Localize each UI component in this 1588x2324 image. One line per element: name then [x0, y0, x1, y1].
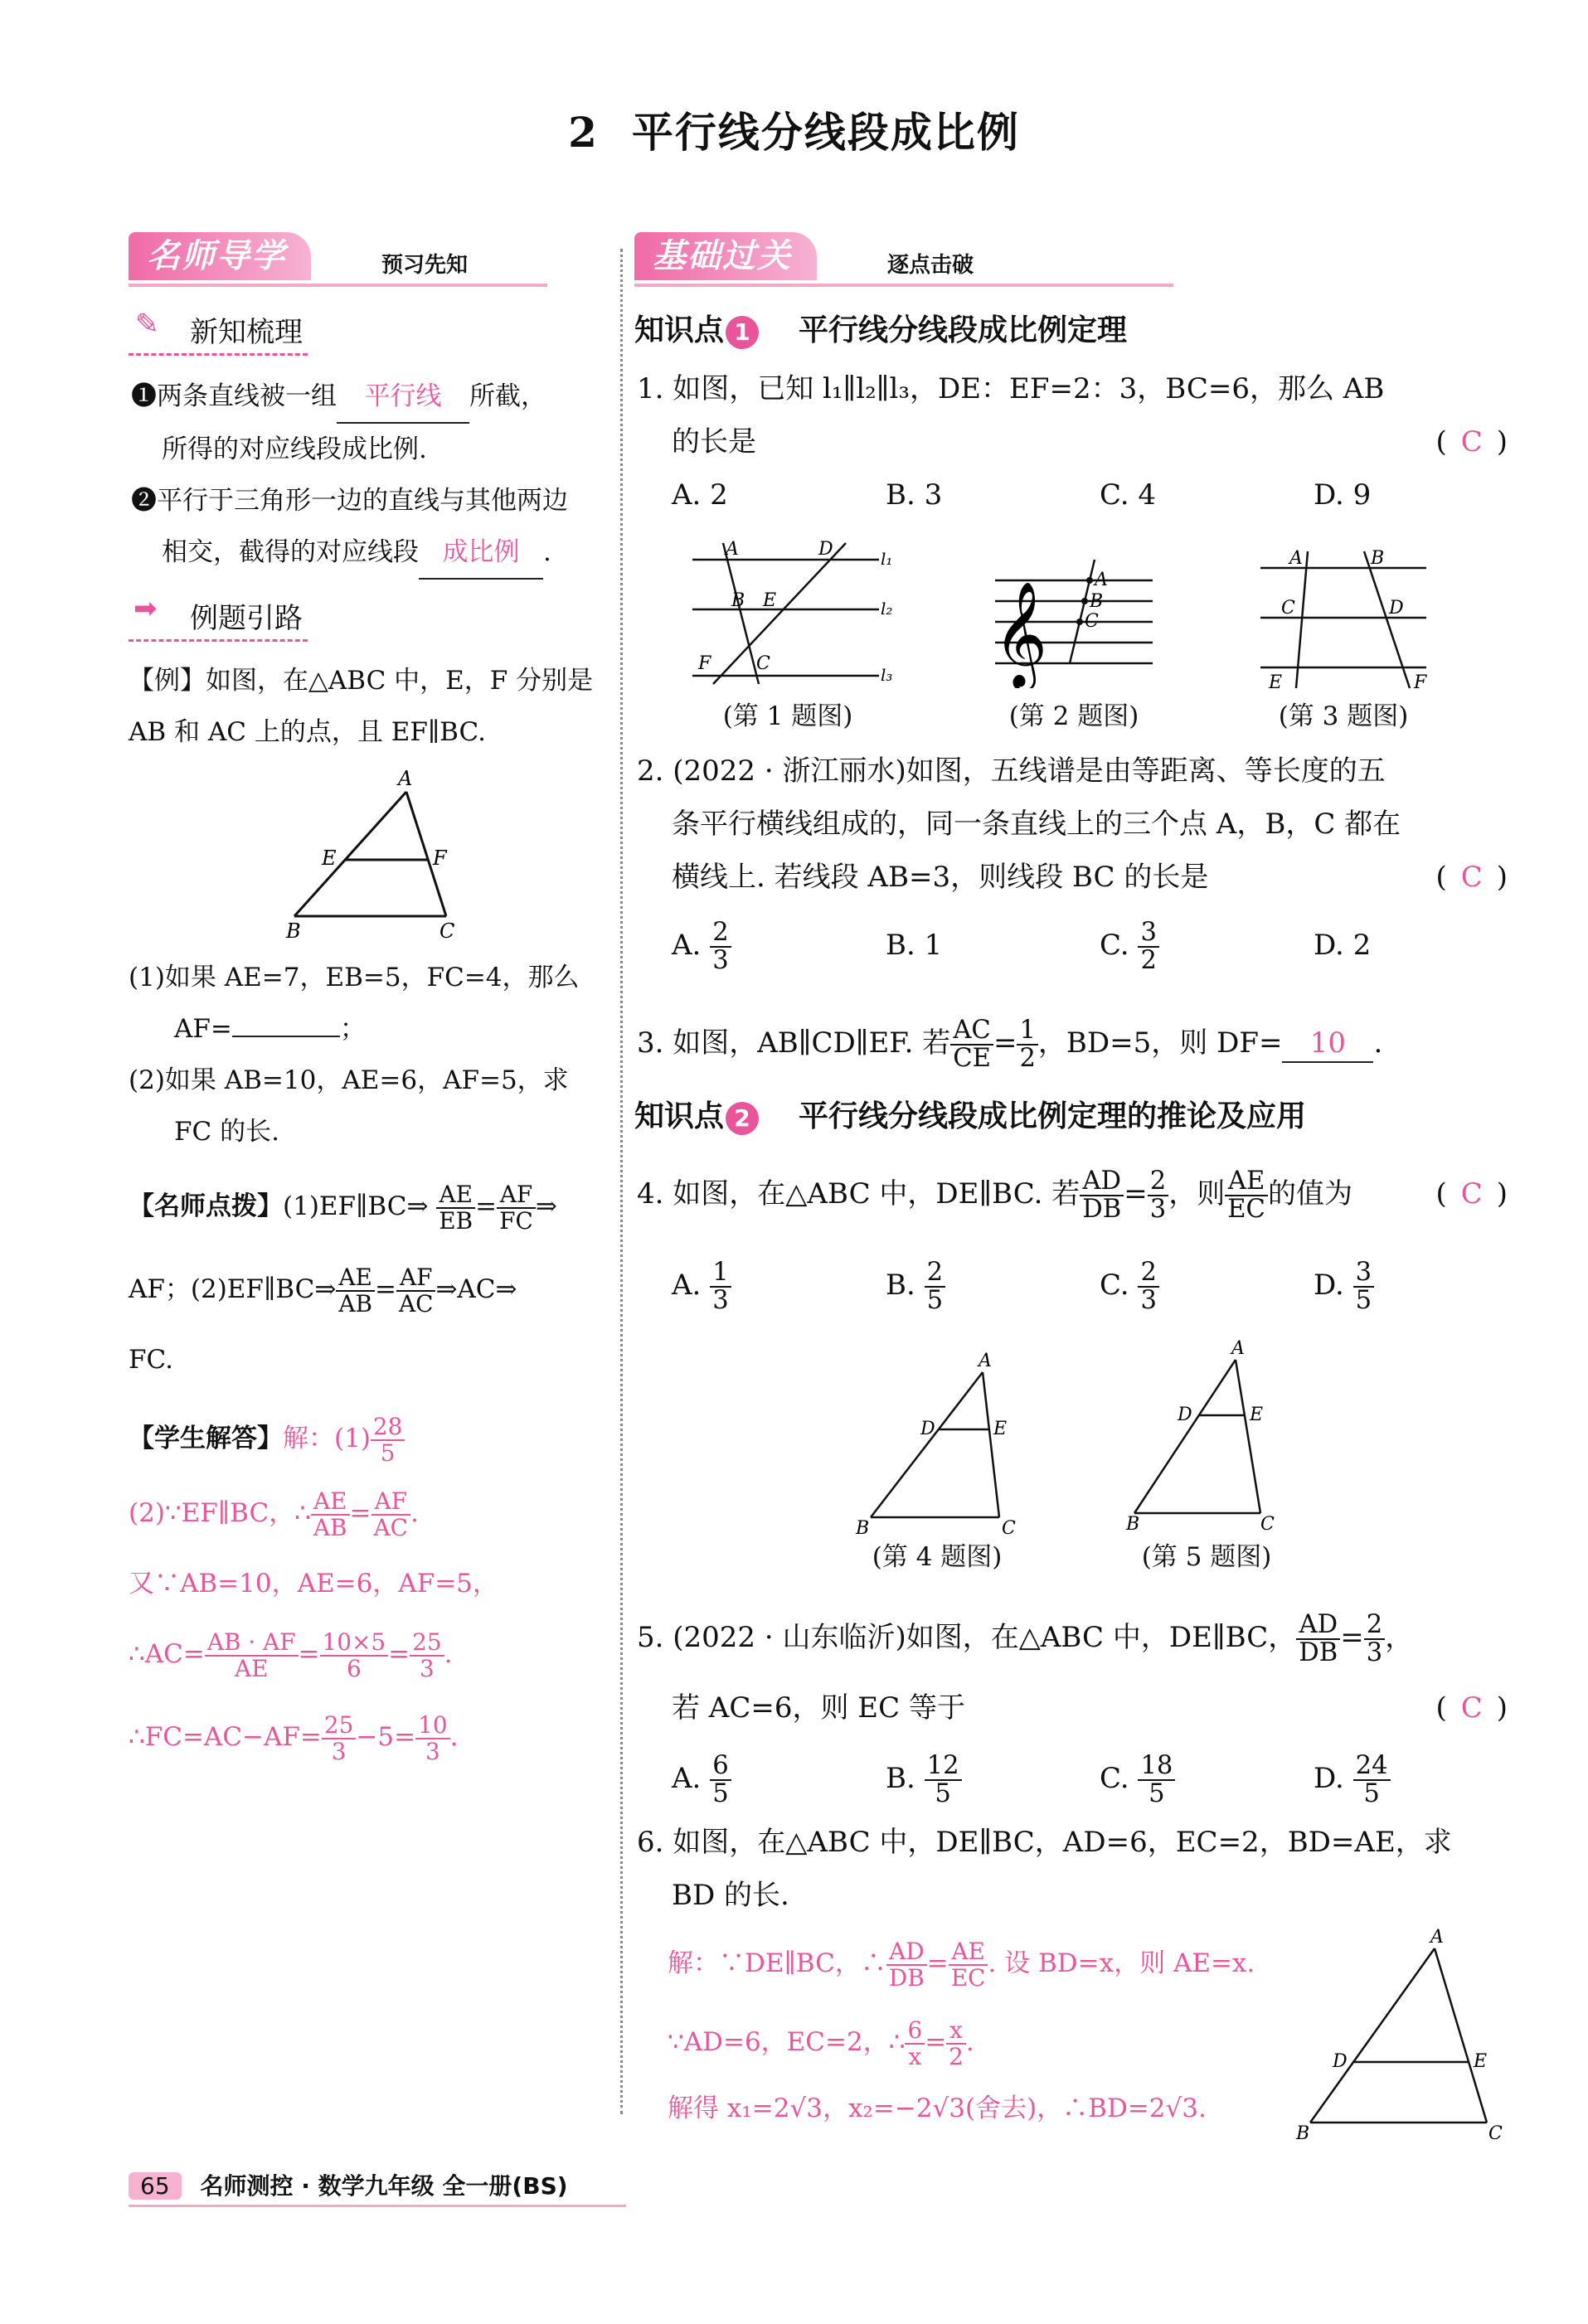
tip-frac4-num: AF [396, 1265, 435, 1291]
q4-eq: = [1124, 1177, 1148, 1211]
label-e: E [322, 847, 337, 870]
tip-frac2 [497, 1182, 536, 1233]
student-s5-num2: 10 [415, 1713, 450, 1739]
q5-opt-a-frac [710, 1750, 731, 1808]
right-banner-label: 基础过关 [634, 232, 817, 280]
fig1-caption: (第 1 题图) [722, 701, 853, 731]
q2-opt-a-den: 3 [712, 946, 729, 975]
kp1-num: 1 [726, 316, 759, 349]
q4-text-a: 4. 如图，在△ABC 中，DE∥BC. 若 [637, 1177, 1081, 1211]
fig6-label-c: C [1488, 2123, 1503, 2143]
q4-opt-a-num: 1 [710, 1259, 731, 1288]
figure-6 [1281, 1928, 1513, 2143]
student-s2-frac2 [372, 1489, 410, 1540]
tip-frac1-num: AE [436, 1182, 475, 1208]
fig2-point-a [1086, 577, 1093, 584]
tip-frac1-den: EB [439, 1206, 473, 1235]
fig4-label-b: B [856, 1518, 870, 1539]
fig1-label-e: E [763, 590, 777, 611]
q4-frac3-num: AE [1225, 1168, 1268, 1196]
fig6-side-ac [1435, 1948, 1487, 2123]
q3-fill: 10 [1282, 1025, 1373, 1063]
q4-text-c: 的值为 [1267, 1177, 1352, 1211]
q4-opt-d-frac [1353, 1259, 1374, 1314]
fig5-label-d: D [1178, 1405, 1192, 1425]
q4-opt-d-den: 5 [1355, 1286, 1372, 1315]
q4-frac3-den: EC [1227, 1195, 1265, 1224]
question-5 [637, 1596, 1508, 1820]
q5-opt-a-label: A. [672, 1762, 702, 1795]
item1-fill: 平行线 [337, 371, 469, 424]
fig4-label-e: E [993, 1419, 1008, 1439]
q4-opt-c-label: C. [1100, 1269, 1129, 1302]
tip-frac1 [436, 1182, 475, 1233]
tip-frac4 [396, 1265, 435, 1316]
q5-opt-d-label: D. [1314, 1762, 1344, 1795]
label-c: C [439, 919, 455, 941]
q2-opt-c-frac [1138, 919, 1158, 974]
tip-frac3-num: AE [336, 1265, 375, 1291]
q5-text-a: 5. (2022 · 山东临沂)如图，在△ABC 中，DE∥BC， [637, 1621, 1297, 1654]
q6-s1b: . 设 BD=x，则 AE=x. [988, 1948, 1255, 1978]
q2-opt-a-label: A. [672, 929, 702, 962]
q4-answer-bracket: ( C ) [1435, 1152, 1508, 1235]
kp2-label: 知识点 [634, 1099, 725, 1133]
tip-l2a: AF；(2)EF∥BC⇒ [129, 1274, 337, 1304]
q6-s2-den2: 2 [949, 2042, 964, 2070]
q5-frac1 [1296, 1609, 1340, 1667]
student-s5-den2: 3 [425, 1737, 440, 1765]
student-s1-frac [371, 1414, 405, 1465]
fig1-label-c: C [756, 653, 770, 674]
q4-answer: C [1460, 1177, 1483, 1211]
q4-opt-d-label: D. [1314, 1269, 1344, 1302]
q6-s1-num2: AE [949, 1939, 988, 1965]
column-divider [620, 249, 623, 2114]
title-text: 平行线分线段成比例 [631, 109, 1020, 157]
q2-opt-c-num: 3 [1138, 919, 1158, 948]
q4-opt-b-den: 5 [926, 1286, 944, 1315]
q1-answer-bracket: ( C ) [1435, 415, 1508, 468]
q4-opt-a-label: A. [672, 1269, 702, 1302]
fig3-label-b: B [1371, 548, 1385, 569]
fig2-point-c [1076, 619, 1083, 625]
q4-options [637, 1244, 1508, 1327]
figure-5 [1111, 1331, 1327, 1538]
q5-opt-b-label: B. [886, 1762, 915, 1795]
item2-text-b: 相交，截得的对应线段 [162, 537, 419, 567]
q2-opt-c-den: 2 [1140, 946, 1157, 975]
fig3-label-d: D [1389, 598, 1404, 619]
student-s4-frac2 [320, 1630, 389, 1681]
q6-s2-frac2 [946, 2018, 966, 2069]
fig1-label-d: D [818, 539, 833, 560]
q2-opt-a-frac [710, 919, 731, 974]
q5-opt-c-den: 5 [1149, 1779, 1165, 1808]
q5-opt-b-frac [925, 1750, 962, 1808]
q3-end: . [1373, 1026, 1383, 1060]
example-questions [129, 952, 618, 1157]
q4-opt-c-num: 2 [1138, 1259, 1158, 1288]
student-s5b: −5= [356, 1722, 416, 1752]
item2-text-a: ❷平行于三角形一边的直线与其他两边 [131, 486, 568, 516]
q5-frac2 [1364, 1609, 1385, 1667]
q5-answer-bracket: ( C ) [1435, 1679, 1508, 1737]
q4-frac3 [1225, 1168, 1268, 1223]
item1-text-a: ❶两条直线被一组 [131, 381, 337, 411]
tip-frac4-den: AC [398, 1289, 434, 1317]
q5-eq: = [1340, 1621, 1364, 1654]
fig2-label-a: A [1095, 570, 1108, 590]
q6-s1-num1: AD [886, 1939, 927, 1965]
q5-text-b: ， [1385, 1621, 1414, 1654]
item2-text-c: . [543, 537, 551, 567]
student-label: 【学生解答】 [129, 1424, 283, 1453]
q4-frac2-den: 3 [1149, 1195, 1167, 1224]
q4-opt-a-frac [710, 1259, 731, 1314]
student-s2-den2: AC [373, 1513, 409, 1541]
fig6-side-ab [1310, 1948, 1435, 2123]
example-text [129, 655, 618, 758]
q3-frac1-num: AC [950, 1017, 993, 1046]
q6-s1-den1: DB [888, 1963, 925, 1992]
left-banner [129, 232, 547, 287]
fig1-label-l2: l₂ [881, 599, 893, 619]
q6-s2a: ∵AD=6，EC=2，∴ [668, 2027, 906, 2057]
fig1-label-a: A [726, 539, 739, 560]
q5-opt-d-den: 5 [1363, 1779, 1380, 1808]
student-s1-num: 28 [371, 1414, 405, 1440]
fig3-label-e: E [1269, 672, 1283, 693]
student-s2-num1: AE [311, 1489, 350, 1515]
knowledge-point-2 [634, 1093, 1306, 1135]
knowledge-point-1 [634, 307, 1127, 349]
q5-opt-d [1314, 1737, 1479, 1820]
kp2-text: 平行线分线段成比例定理的推论及应用 [799, 1099, 1307, 1133]
footer-page-number: 65 [129, 2172, 182, 2200]
q5-frac1-num: AD [1296, 1612, 1340, 1640]
fig6-label-e: E [1474, 2051, 1488, 2072]
fig1-label-f: F [698, 653, 711, 674]
q4-frac1 [1080, 1168, 1124, 1223]
q1-opt-c: C. 4 [1100, 478, 1157, 512]
q3-frac2-num: 1 [1017, 1017, 1037, 1046]
label-a: A [398, 767, 413, 790]
q1-answer: C [1460, 425, 1483, 458]
q5-line2: 若 AC=6，则 EC 等于 [672, 1691, 965, 1725]
q3-frac1-den: CE [953, 1044, 991, 1073]
tip-block [129, 1165, 618, 1389]
arrow-icon: ➡ [134, 592, 158, 625]
student-s4-end: . [444, 1639, 453, 1669]
fig1-label-b: B [731, 590, 745, 611]
fig5-caption: (第 5 题图) [1141, 1542, 1272, 1572]
q3-text-b: ，BD=5，则 DF= [1037, 1026, 1283, 1060]
tip-arrow1: ⇒ [535, 1191, 557, 1221]
question-4 [637, 1152, 1508, 1327]
fig6-label-a: A [1430, 1928, 1444, 1948]
tip-frac2-num: AF [497, 1182, 536, 1208]
item1-text-c: 所得的对应线段成比例. [162, 434, 427, 464]
q5-opt-c-label: C. [1100, 1762, 1129, 1795]
q2-line-a: (2)如果 AB=10，AE=6，AF=5，求 [129, 1065, 569, 1095]
right-banner-sub: 逐点击破 [887, 253, 974, 278]
student-s4a: ∴AC= [129, 1639, 205, 1669]
kp2-num: 2 [726, 1102, 759, 1135]
title-number: 2 [568, 108, 599, 157]
q1-blank [232, 1036, 340, 1037]
q5-opt-b-num: 12 [925, 1753, 962, 1781]
q2-options [637, 904, 1508, 987]
fig1-transversal-1 [723, 543, 759, 684]
tip-frac3 [336, 1265, 375, 1316]
figure-1 [680, 526, 896, 692]
tip-eq2: = [374, 1274, 396, 1304]
tip-l3: FC. [129, 1345, 173, 1375]
page-title [0, 99, 1588, 159]
fig5-label-b: B [1126, 1514, 1140, 1535]
q4-frac1-num: AD [1080, 1168, 1124, 1196]
example-heading-text: 例题引路 [190, 602, 303, 635]
student-s2-den1: AB [313, 1513, 347, 1541]
kp1-label: 知识点 [634, 313, 725, 347]
q2-opt-c [1100, 904, 1314, 987]
q6-s2-num2: x [946, 2018, 966, 2044]
fig3-label-a: A [1289, 548, 1303, 569]
q3-frac1 [950, 1017, 993, 1072]
fig2-point-b [1081, 598, 1088, 604]
fig3-caption: (第 3 题图) [1278, 701, 1409, 731]
q4-opt-d-num: 3 [1353, 1259, 1374, 1288]
fig4-side-ab [871, 1372, 983, 1517]
q1-line-a: (1)如果 AE=7，EB=5，FC=4，那么 [129, 963, 580, 992]
q1-opt-d: D. 9 [1314, 478, 1372, 512]
example-triangle-figure [274, 767, 481, 941]
q4-frac2-num: 2 [1148, 1168, 1168, 1196]
q2-opt-a-num: 2 [710, 919, 731, 948]
q3-text-a: 3. 如图，AB∥CD∥EF. 若 [637, 1026, 951, 1060]
q6-s1a: 解：∵DE∥BC，∴ [668, 1948, 886, 1978]
q2-line-b: FC 的长. [174, 1117, 279, 1147]
q1-line-b: AF= [174, 1014, 232, 1044]
student-s2a: (2)∵EF∥BC，∴ [129, 1498, 311, 1528]
fig4-label-d: D [920, 1419, 935, 1439]
student-s5-num1: 25 [322, 1713, 357, 1739]
student-s5-end: . [449, 1722, 459, 1752]
label-b: B [286, 919, 301, 941]
q2-opt-b: B. 1 [886, 929, 943, 962]
student-s2-end: . [410, 1498, 419, 1528]
student-s4-frac3 [410, 1630, 444, 1681]
q6-s2-end: . [965, 2027, 974, 2057]
student-s5-frac1 [322, 1713, 357, 1764]
fig4-caption: (第 4 题图) [872, 1542, 1003, 1572]
pencil-icon: ✎ [135, 308, 159, 341]
student-s4-den2: 6 [346, 1654, 362, 1682]
tip-label: 【名师点拨】 [129, 1191, 283, 1221]
q1-line-c: ； [339, 1014, 366, 1044]
footer-text: 名师测控 · 数学九年级 全一册(BS) [200, 2172, 568, 2200]
fig5-label-c: C [1260, 1514, 1275, 1535]
new-knowledge-heading [129, 309, 308, 356]
q6-s1-den2: EC [950, 1963, 986, 1992]
q5-opt-c-frac [1138, 1750, 1175, 1808]
q5-frac1-den: DB [1299, 1638, 1338, 1667]
q1-line2: 的长是 [672, 425, 756, 458]
q6-line1: 6. 如图，在△ABC 中，DE∥BC，AD=6，EC=2，BD=AE，求 [637, 1826, 1452, 1859]
fig5-side-ac [1236, 1360, 1260, 1513]
student-s3: 又∵AB=10，AE=6，AF=5， [129, 1569, 498, 1599]
q1-options [637, 468, 1508, 522]
q6-s1-frac2 [949, 1939, 988, 1990]
q5-opt-a-num: 6 [710, 1753, 731, 1781]
footer [129, 2168, 626, 2207]
q5-options [637, 1737, 1508, 1820]
q2-line1: 2. (2022 · 浙江丽水)如图，五线谱是由等距离、等长度的五 [637, 754, 1386, 788]
q6-s2-den1: x [908, 2042, 922, 2070]
figure-3 [1248, 539, 1447, 696]
fig1-label-l1: l₁ [881, 549, 893, 569]
q1-opt-b: B. 3 [886, 478, 943, 512]
q2-opt-c-label: C. [1100, 929, 1129, 962]
item1-text-b: 所截， [469, 381, 546, 411]
q4-opt-c [1100, 1244, 1314, 1327]
left-banner-label: 名师导学 [129, 232, 311, 280]
fig4-side-ac [983, 1372, 999, 1517]
q5-opt-b [886, 1737, 1100, 1820]
student-s4-den1: AE [234, 1654, 269, 1682]
fig2-label-c: C [1085, 611, 1099, 632]
q3-eq: = [993, 1026, 1017, 1060]
tip-frac3-den: AB [338, 1289, 372, 1317]
item2-fill: 成比例 [419, 526, 543, 580]
example-heading [129, 592, 308, 642]
fig5-side-ab [1134, 1360, 1236, 1513]
q3-frac2-den: 2 [1019, 1044, 1036, 1073]
q2-line3: 横线上. 若线段 AB=3，则线段 BC 的长是 [672, 861, 1209, 894]
q4-opt-b [886, 1244, 1100, 1327]
fig4-label-c: C [1002, 1518, 1016, 1539]
q5-answer: C [1460, 1691, 1483, 1725]
left-banner-sub: 预习先知 [381, 253, 469, 278]
student-s4-num3: 25 [410, 1630, 444, 1656]
student-s4-num2: 10×5 [320, 1630, 389, 1656]
q4-frac1-den: DB [1082, 1195, 1122, 1224]
q5-opt-a [672, 1737, 886, 1820]
right-banner [634, 232, 1173, 287]
q2-opt-a [672, 904, 886, 987]
q6-s1-frac1 [886, 1939, 927, 1990]
q4-opt-b-num: 2 [925, 1259, 945, 1288]
fig2-caption: (第 2 题图) [1008, 701, 1139, 731]
tip-frac2-den: FC [499, 1206, 533, 1235]
treble-clef-icon: 𝄞 [993, 580, 1048, 687]
student-s4-den3: 3 [420, 1654, 435, 1682]
fig5-label-a: A [1231, 1338, 1245, 1359]
student-s5a: ∴FC=AC−AF= [129, 1722, 322, 1752]
q3-frac2 [1017, 1017, 1037, 1072]
q5-opt-c-num: 18 [1138, 1753, 1175, 1781]
side-ab [294, 792, 406, 916]
q1-opt-a: A. 2 [672, 478, 728, 512]
kp1-text: 平行线分线段成比例定理 [799, 313, 1128, 347]
q2-answer-bracket: ( C ) [1435, 851, 1508, 904]
q4-opt-c-frac [1138, 1259, 1158, 1314]
student-answer: 【学生解答】解：(1) $\frac{28}{5}$ (2)∵EF∥BC，∴ $\frac{AE}{AB}$ = $\frac{AF}{AC}$ . 又∵AB=10，AE=6，AF=5， ∴AC= $\frac{AB \cdot AF}{AE}$ = $\frac{10\times 5}{6}$ = $\frac{25}{3}$ . ∴FC=AC−AF= $\frac{25}{3}$ −5= $\frac{10}{3}$ . [129, 1397, 618, 1778]
student-s5-frac2 [415, 1713, 450, 1764]
label-f: F [433, 847, 447, 870]
q1-line1: 1. 如图，已知 l₁∥l₂∥l₃，DE：EF=2：3，BC=6，那么 AB [637, 372, 1385, 405]
q5-opt-b-den: 5 [935, 1779, 951, 1808]
fig6-label-b: B [1296, 2123, 1310, 2143]
example-line2: AB 和 AC 上的点，且 EF∥BC. [129, 717, 486, 747]
q5-opt-d-frac [1353, 1750, 1391, 1808]
q4-opt-d [1314, 1244, 1479, 1327]
student-s2-num2: AF [372, 1489, 410, 1515]
q5-frac2-den: 3 [1366, 1638, 1383, 1667]
q6-s2-num1: 6 [905, 2018, 925, 2044]
student-s1-den: 5 [380, 1439, 396, 1467]
student-s4-frac1 [205, 1630, 299, 1681]
question-6 [637, 1816, 1508, 1922]
q4-opt-a-den: 3 [712, 1286, 729, 1315]
figure-4 [838, 1343, 1053, 1542]
q2-answer: C [1460, 861, 1483, 894]
fig6-label-d: D [1333, 2051, 1348, 2072]
student-s5-den1: 3 [331, 1737, 347, 1765]
q5-opt-d-num: 24 [1353, 1753, 1391, 1781]
q6-solution: 解：∵DE∥BC，∴ $\frac{AD}{DB}$ = $\frac{AE}{EC}$ . 设 BD=x，则 AE=x. ∵AD=6，EC=2，∴ $\frac{6}{x}$ = $\frac{x}{2}$ . 解得 x₁=2√3，x₂=−2√3(舍去)，∴BD=2√3. [668, 1922, 1298, 2137]
q6-s3: 解得 x₁=2√3，x₂=−2√3(舍去)，∴BD=2√3. [668, 2094, 1207, 2123]
fig1-label-l3: l₃ [881, 665, 893, 685]
q4-text-b: ，则 [1168, 1177, 1226, 1211]
fig1-transversal-2 [713, 543, 846, 684]
figure-2 [979, 556, 1169, 688]
new-knowledge-heading-text: 新知梳理 [190, 316, 303, 349]
q2-line2: 条平行横线组成的，同一条直线上的三个点 A，B，C 都在 [672, 808, 1401, 841]
q4-frac2 [1148, 1168, 1168, 1223]
tip-l2b: ⇒AC⇒ [435, 1274, 517, 1304]
tip-l1a: (1)EF∥BC⇒ [283, 1191, 429, 1221]
question-3 [637, 1002, 1508, 1084]
question-2 [637, 745, 1508, 987]
fig3-label-c: C [1281, 598, 1295, 619]
q6-s2-frac1 [905, 2018, 925, 2069]
q5-opt-c [1100, 1737, 1314, 1820]
q4-opt-a [672, 1244, 886, 1327]
q2-opt-d: D. 2 [1314, 929, 1372, 962]
q4-opt-c-den: 3 [1140, 1286, 1157, 1315]
fig3-label-f: F [1414, 672, 1427, 693]
student-s4-num1: AB · AF [205, 1630, 299, 1656]
example-line1: 【例】如图，在△ABC 中，E，F 分别是 [129, 666, 594, 696]
q5-frac2-num: 2 [1364, 1612, 1385, 1640]
fig4-label-a: A [979, 1351, 992, 1371]
q6-line2: BD 的长. [672, 1879, 789, 1912]
q4-opt-b-label: B. [886, 1269, 915, 1302]
tip-eq1: = [475, 1191, 498, 1221]
q4-opt-b-frac [925, 1259, 945, 1314]
fig5-label-e: E [1250, 1405, 1264, 1425]
question-1 [637, 362, 1508, 522]
new-knowledge-items [131, 371, 612, 580]
fig2-label-b: B [1090, 591, 1104, 612]
q5-opt-a-den: 5 [712, 1779, 729, 1808]
student-s2-frac1 [311, 1489, 350, 1540]
student-s1: 解：(1) [283, 1424, 371, 1453]
